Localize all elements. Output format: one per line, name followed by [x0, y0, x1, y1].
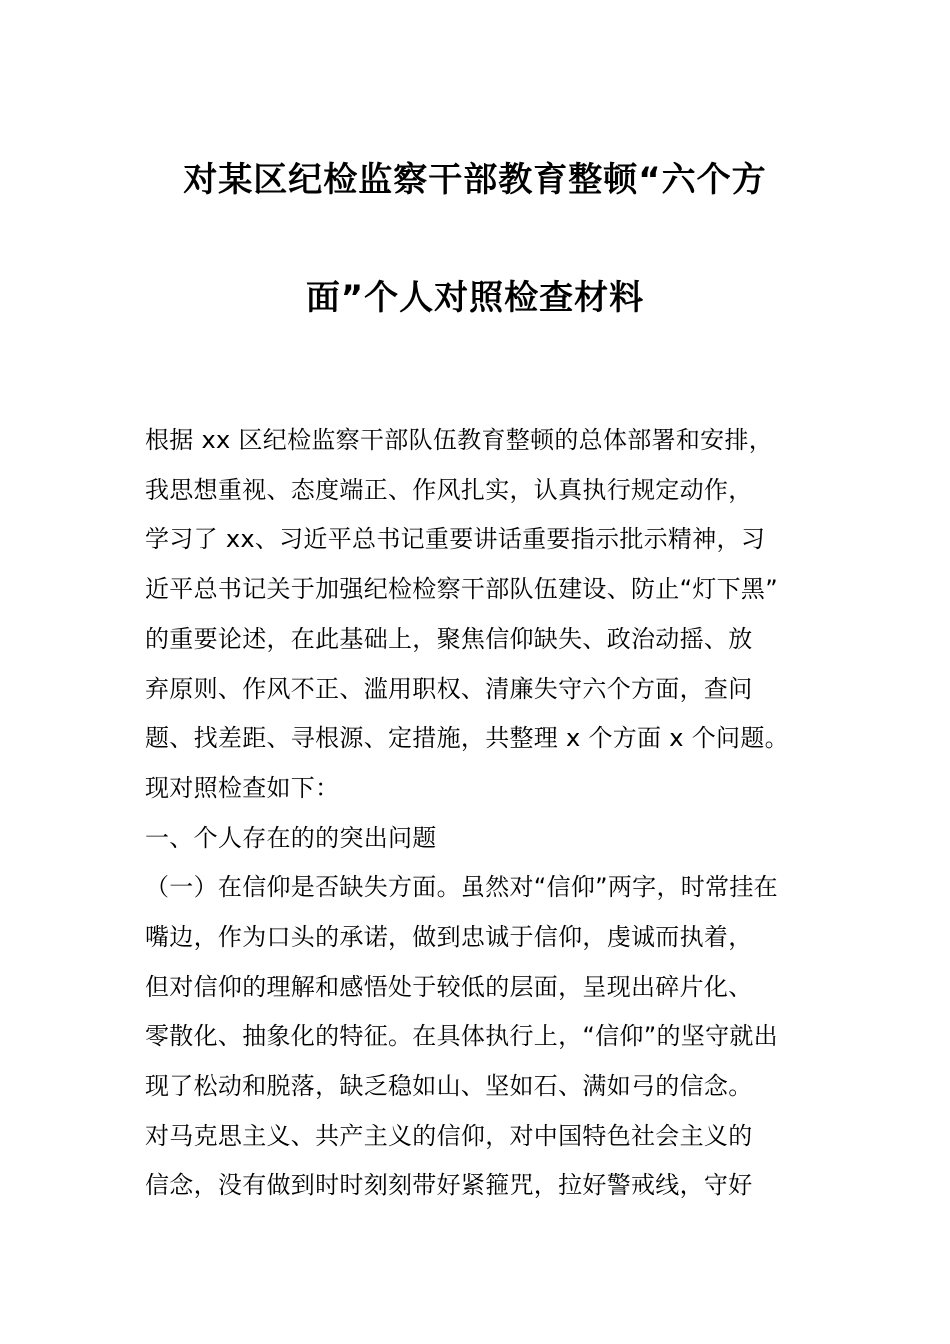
- paragraph-line: 但对信仰的理解和感悟处于较低的层面，呈现出碎片化、: [145, 973, 753, 1001]
- paragraph-line: 现对照检查如下：: [145, 774, 340, 802]
- paragraph-line: 嘴边，作为口头的承诺，做到忠诚于信仰，虔诚而执着，: [145, 923, 753, 951]
- section-heading: 一、个人存在的的突出问题: [145, 824, 437, 852]
- paragraph-line: 学习了 xx、习近平总书记重要讲话重要指示批示精神，习: [145, 525, 766, 553]
- paragraph-line: 对马克思主义、共产主义的信仰，对中国特色社会主义的: [145, 1122, 753, 1150]
- paragraph-line: 零散化、抽象化的特征。在具体执行上，“信仰”的坚守就出: [145, 1022, 778, 1050]
- paragraph-line: 题、找差距、寻根源、定措施，共整理 x 个方面 x 个问题。: [145, 724, 789, 752]
- paragraph-line: 弃原则、作风不正、滥用职权、清廉失守六个方面，查问: [145, 675, 753, 703]
- paragraph-line: 近平总书记关于加强纪检检察干部队伍建设、防止“灯下黑”: [145, 575, 778, 603]
- paragraph-line: 根据 xx 区纪检监察干部队伍教育整顿的总体部署和安排，: [145, 426, 774, 454]
- paragraph-line: 信念，没有做到时时刻刻带好紧箍咒，拉好警戒线，守好: [145, 1171, 753, 1199]
- paragraph-line: 现了松动和脱落，缺乏稳如山、坚如石、满如弓的信念。: [145, 1072, 753, 1100]
- paragraph-line: 我思想重视、态度端正、作风扎实，认真执行规定动作，: [145, 476, 753, 504]
- paragraph-line: 的重要论述，在此基础上，聚焦信仰缺失、政治动摇、放: [145, 625, 753, 653]
- paragraph-line: （一）在信仰是否缺失方面。虽然对“信仰”两字，时常挂在: [145, 873, 778, 901]
- document-title-line-2: 面”个人对照检查材料: [305, 278, 645, 318]
- document-title-line-1: 对某区纪检监察干部教育整顿“六个方: [183, 160, 767, 200]
